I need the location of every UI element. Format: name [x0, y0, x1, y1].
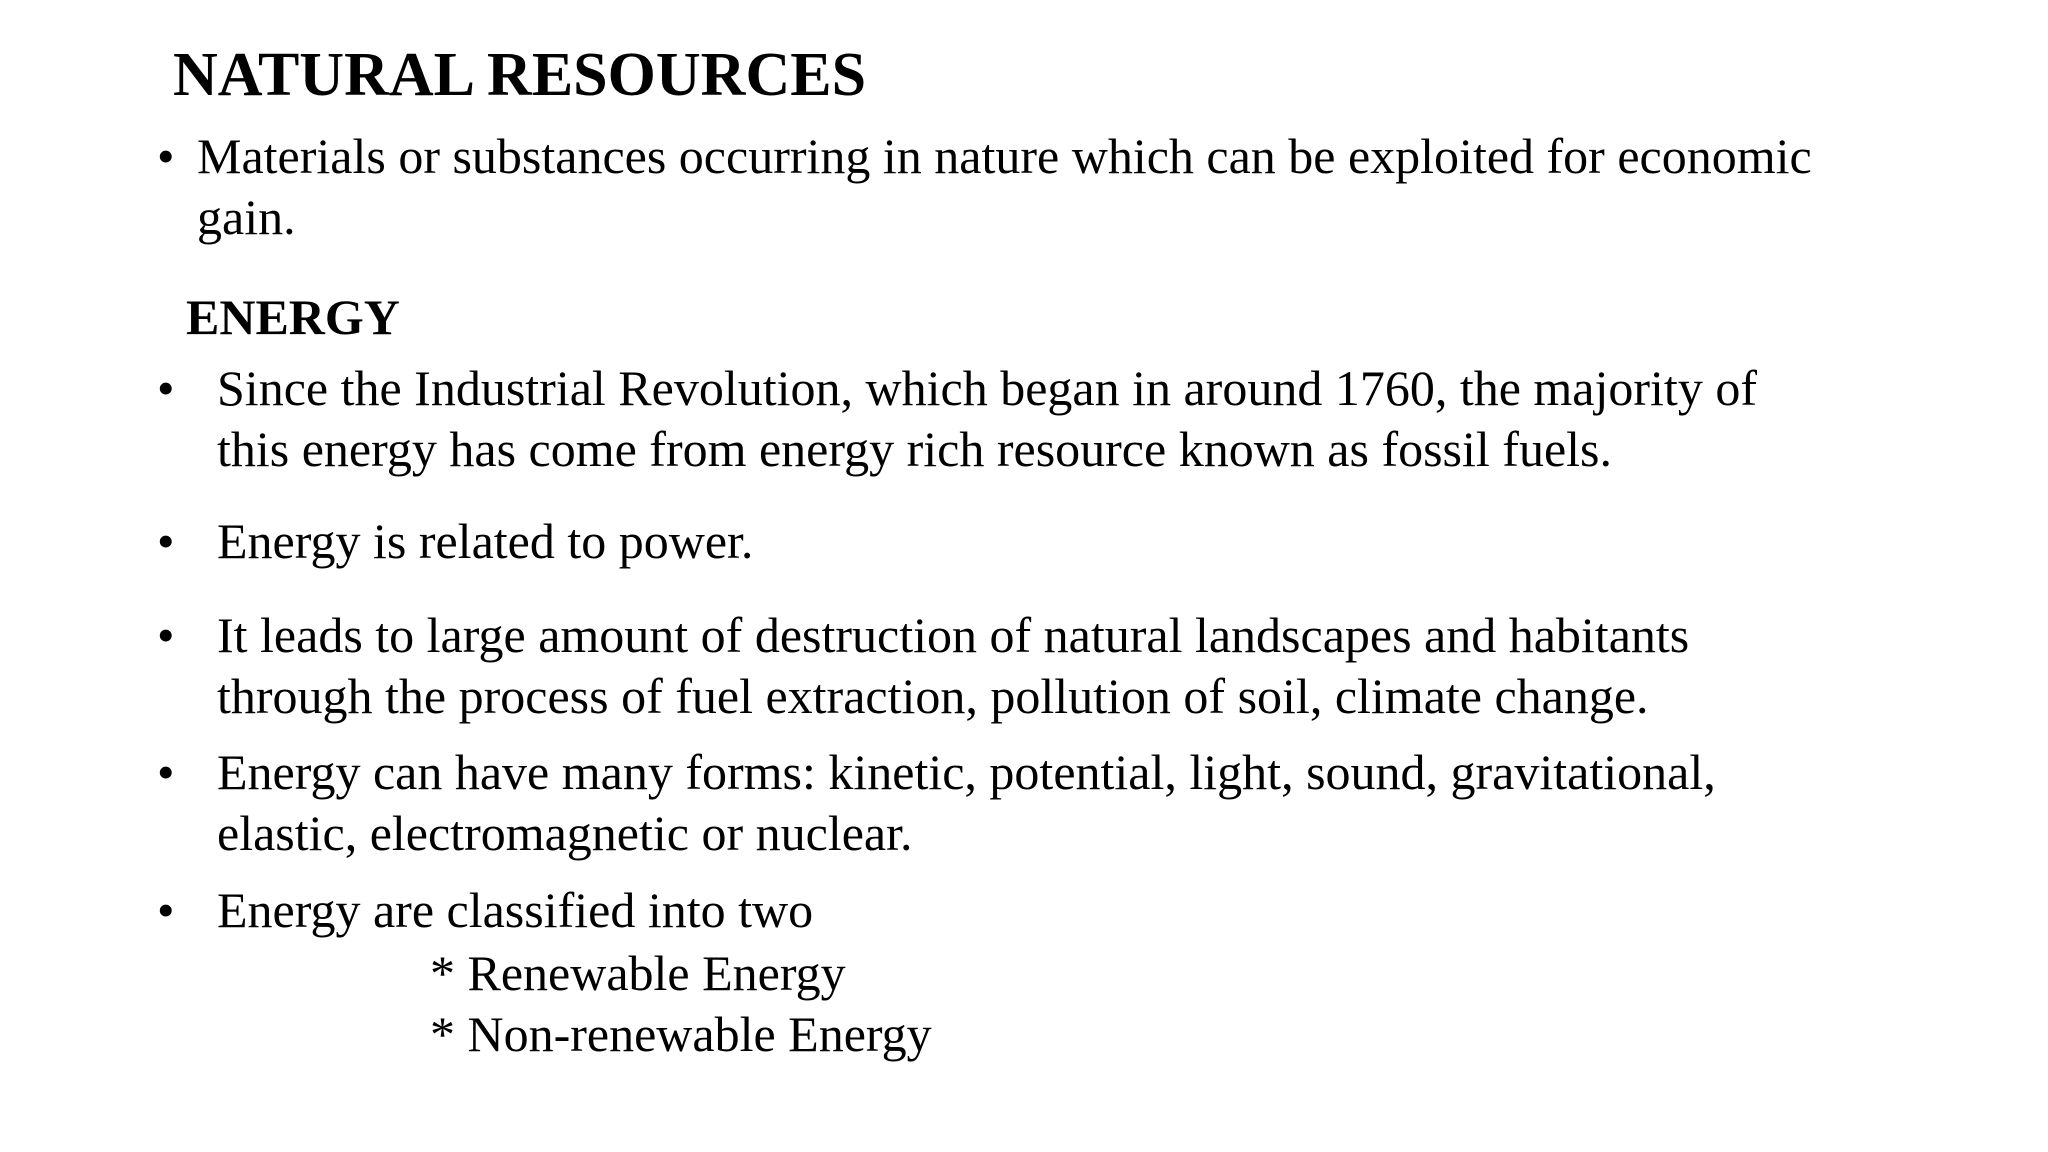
bullet-line: Energy is related to power.	[217, 513, 754, 569]
bullet-line: Energy can have many forms: kinetic, potential, light, sound, gravitational,	[217, 744, 1716, 800]
section-heading-energy: ENERGY	[186, 289, 400, 345]
bullet-line: elastic, electromagnetic or nuclear.	[217, 805, 913, 861]
bullet-marker: •	[157, 882, 175, 938]
bullet-marker: •	[157, 128, 175, 184]
bullet-marker: •	[157, 513, 175, 569]
bullet-text	[217, 605, 1689, 727]
bullet-line: Energy are classified into two	[217, 882, 814, 938]
bullet-line: Materials or substances occurring in nature which can be exploited for economic	[197, 128, 1812, 184]
bullet-marker: •	[157, 607, 175, 663]
bullet-marker: •	[157, 360, 175, 416]
bullet-text	[197, 126, 1812, 248]
bullet-line: Since the Industrial Revolution, which began in around 1760, the majority of	[217, 360, 1757, 416]
bullet-line: It leads to large amount of destruction of natural landscapes and habitants	[217, 607, 1690, 663]
classification-item-non-renewable: * Non-renewable Energy	[430, 1006, 932, 1062]
bullet-line: gain.	[197, 189, 296, 245]
bullet-text	[217, 358, 1757, 480]
bullet-line: this energy has come from energy rich resource known as fossil fuels.	[217, 421, 1612, 477]
bullet-line: through the process of fuel extraction, pollution of soil, climate change.	[217, 668, 1649, 724]
slide-title: NATURAL RESOURCES	[173, 41, 867, 109]
bullet-text	[217, 880, 813, 941]
bullet-marker: •	[157, 744, 175, 800]
classification-item-renewable: * Renewable Energy	[430, 945, 846, 1001]
bullet-text	[217, 742, 1716, 864]
bullet-text	[217, 511, 753, 572]
